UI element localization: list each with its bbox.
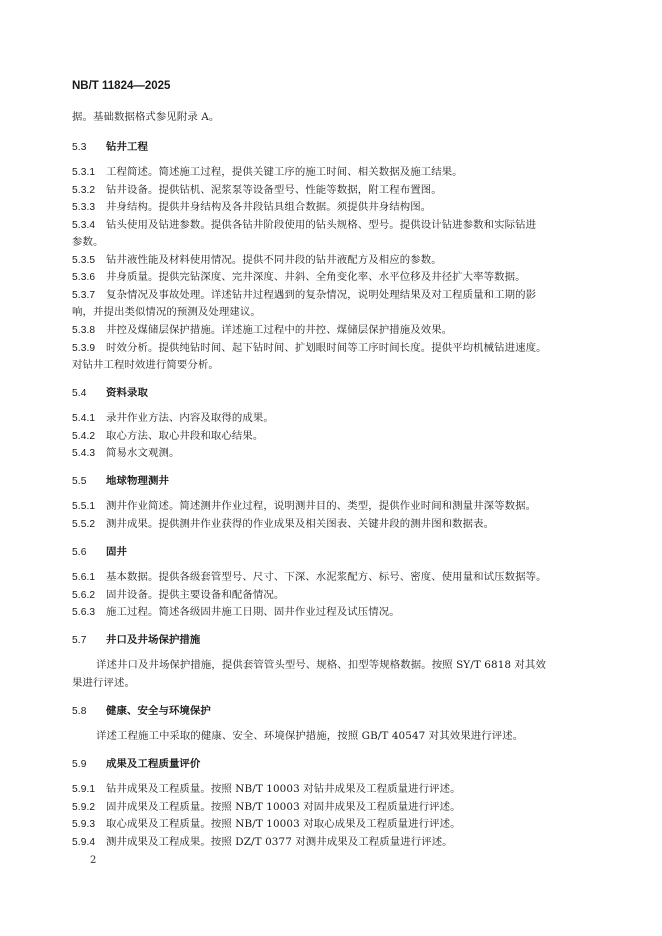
continuation-line	[72, 108, 219, 123]
section-number: 5.9	[72, 759, 87, 770]
section-heading	[72, 543, 127, 558]
section-title: 井口及井场保护措施	[106, 634, 201, 646]
clause-item	[72, 515, 494, 530]
clause-number: 5.4.1	[72, 413, 96, 424]
clause-number: 5.3.7	[72, 290, 96, 301]
clause-text: 复杂情况及事故处理。详述钻井过程遇到的复杂情况，说明处理结果及对工程质量和工期的影	[106, 289, 537, 301]
clause-text: 井身结构。提供井身结构及各井段钻具组合数据。须提供井身结构图。	[106, 201, 432, 213]
clause-text: 钻井液性能及材料使用情况。提供不同井段的钻井液配方及相应的参数。	[106, 254, 442, 266]
continuation-line	[72, 674, 135, 689]
section-number: 5.5	[72, 476, 87, 487]
clause-text: 取心方法、取心井段和取心结果。	[106, 430, 264, 442]
clause-text: 钻头使用及钻进参数。提供各钻井阶段使用的钻头规格、型号。提供设计钻进参数和实际钻进	[106, 219, 537, 231]
clause-number: 5.3.1	[72, 167, 96, 178]
clause-number: 5.3.8	[72, 325, 96, 336]
section-number: 5.6	[72, 547, 87, 558]
clause-item	[72, 568, 547, 583]
page-number: 2	[90, 855, 97, 866]
section-heading	[72, 138, 148, 153]
clause-text: 工程简述。简述施工过程，提供关键工序的施工时间、相关数据及施工结果。	[106, 166, 463, 178]
section-number: 5.3	[72, 142, 87, 153]
clause-number: 5.9.1	[72, 784, 96, 795]
section-heading	[72, 755, 200, 770]
clause-item	[72, 603, 400, 618]
clause-number: 5.3.9	[72, 343, 96, 354]
clause-item	[72, 409, 274, 424]
clause-text: 简易水文观测。	[106, 447, 180, 459]
section-number: 5.7	[72, 635, 87, 646]
section-title: 固井	[106, 546, 127, 558]
clause-item	[72, 321, 452, 336]
clause-number: 5.6.2	[72, 590, 96, 601]
clause-number: 5.9.2	[72, 802, 96, 813]
clause-item	[72, 286, 536, 301]
section-title: 地球物理测井	[106, 475, 169, 487]
clause-number: 5.6.3	[72, 607, 96, 618]
clause-text: 井控及煤储层保护措施。详述施工过程中的井控、煤储层保护措施及效果。	[106, 324, 453, 336]
clause-item	[72, 427, 263, 442]
clause-text: 基本数据。提供各级套管型号、尺寸、下深、水泥浆配方、标号、密度、使用量和试压数据等。	[106, 571, 547, 583]
continuation-line	[72, 303, 261, 318]
clause-number: 5.3.6	[72, 272, 96, 283]
clause-text: 测井作业简述。简述测井作业过程，说明测井目的、类型，提供作业时间和测量井深等数据。	[106, 500, 537, 512]
clause-number: 5.9.4	[72, 837, 96, 848]
section-title: 钻井工程	[106, 141, 148, 153]
clause-item	[72, 815, 461, 830]
line-text: 果进行评述。	[72, 677, 135, 689]
clause-number: 5.6.1	[72, 572, 96, 583]
clause-item	[72, 586, 284, 601]
line-text: 响，并提出类似情况的预测及处理建议。	[72, 306, 261, 318]
clause-item	[72, 198, 431, 213]
clause-text: 固井成果及工程质量。按照 NB/T 10003 对固井成果及工程质量进行评述。	[106, 801, 461, 813]
clause-text: 钻井成果及工程质量。按照 NB/T 10003 对钻井成果及工程质量进行评述。	[106, 783, 461, 795]
clause-text: 录井作业方法、内容及取得的成果。	[106, 412, 274, 424]
clause-text: 固井设备。提供主要设备和配备情况。	[106, 589, 285, 601]
clause-number: 5.3.5	[72, 255, 96, 266]
clause-item	[72, 339, 547, 354]
standard-code-header: NB/T 11824—2025	[72, 80, 171, 92]
clause-item	[72, 268, 526, 283]
paragraph-line	[96, 727, 523, 742]
clause-item	[72, 798, 461, 813]
clause-number: 5.5.2	[72, 519, 96, 530]
continuation-line	[72, 233, 103, 248]
line-text: 对钻井工程时效进行简要分析。	[72, 359, 219, 371]
clause-text: 时效分析。提供纯钻时间、起下钻时间、扩划眼时间等工序时间长度。提供平均机械钻进速度。	[106, 342, 547, 354]
clause-number: 5.3.4	[72, 220, 96, 231]
clause-item	[72, 216, 536, 231]
section-title: 健康、安全与环境保护	[106, 705, 211, 717]
clause-text: 测井成果及工程成果。按照 DZ/T 0377 对测井成果及工程质量进行评述。	[106, 836, 453, 848]
clause-number: 5.4.2	[72, 431, 96, 442]
clause-item	[72, 833, 453, 848]
clause-item	[72, 251, 442, 266]
section-heading	[72, 384, 148, 399]
clause-number: 5.4.3	[72, 448, 96, 459]
clause-text: 测井成果。提供测井作业获得的作业成果及相关图表、关键井段的测井图和数据表。	[106, 518, 495, 530]
section-heading	[72, 631, 200, 646]
section-title: 资料录取	[106, 387, 148, 399]
line-text: 详述工程施工中采取的健康、安全、环境保护措施，按照 GB/T 40547 对其效果进行评述。	[96, 730, 524, 742]
clause-number: 5.5.1	[72, 501, 96, 512]
clause-number: 5.3.3	[72, 202, 96, 213]
clause-item	[72, 163, 463, 178]
section-number: 5.4	[72, 388, 87, 399]
clause-number: 5.9.3	[72, 819, 96, 830]
section-heading	[72, 702, 211, 717]
continuation-line	[72, 356, 219, 371]
section-heading	[72, 472, 169, 487]
line-text: 详述井口及井场保护措施，提供套管管头型号、规格、扣型等规格数据。按照 SY/T 6818 对其效	[96, 659, 547, 671]
clause-item	[72, 181, 442, 196]
clause-text: 井身质量。提供完钻深度、完井深度、井斜、全角变化率、水平位移及井径扩大率等数据。	[106, 271, 526, 283]
clause-item	[72, 780, 461, 795]
section-title: 成果及工程质量评价	[106, 758, 201, 770]
line-text: 据。基础数据格式参见附录 A。	[72, 111, 220, 123]
clause-text: 取心成果及工程质量。按照 NB/T 10003 对取心成果及工程质量进行评述。	[106, 818, 461, 830]
clause-text: 施工过程。简述各级固井施工日期、固井作业过程及试压情况。	[106, 606, 400, 618]
clause-text: 钻井设备。提供钻机、泥浆泵等设备型号、性能等数据，附工程布置图。	[106, 184, 442, 196]
line-text: 参数。	[72, 236, 104, 248]
paragraph-line	[96, 656, 546, 671]
section-number: 5.8	[72, 706, 87, 717]
clause-item	[72, 497, 536, 512]
clause-number: 5.3.2	[72, 185, 96, 196]
clause-item	[72, 444, 179, 459]
